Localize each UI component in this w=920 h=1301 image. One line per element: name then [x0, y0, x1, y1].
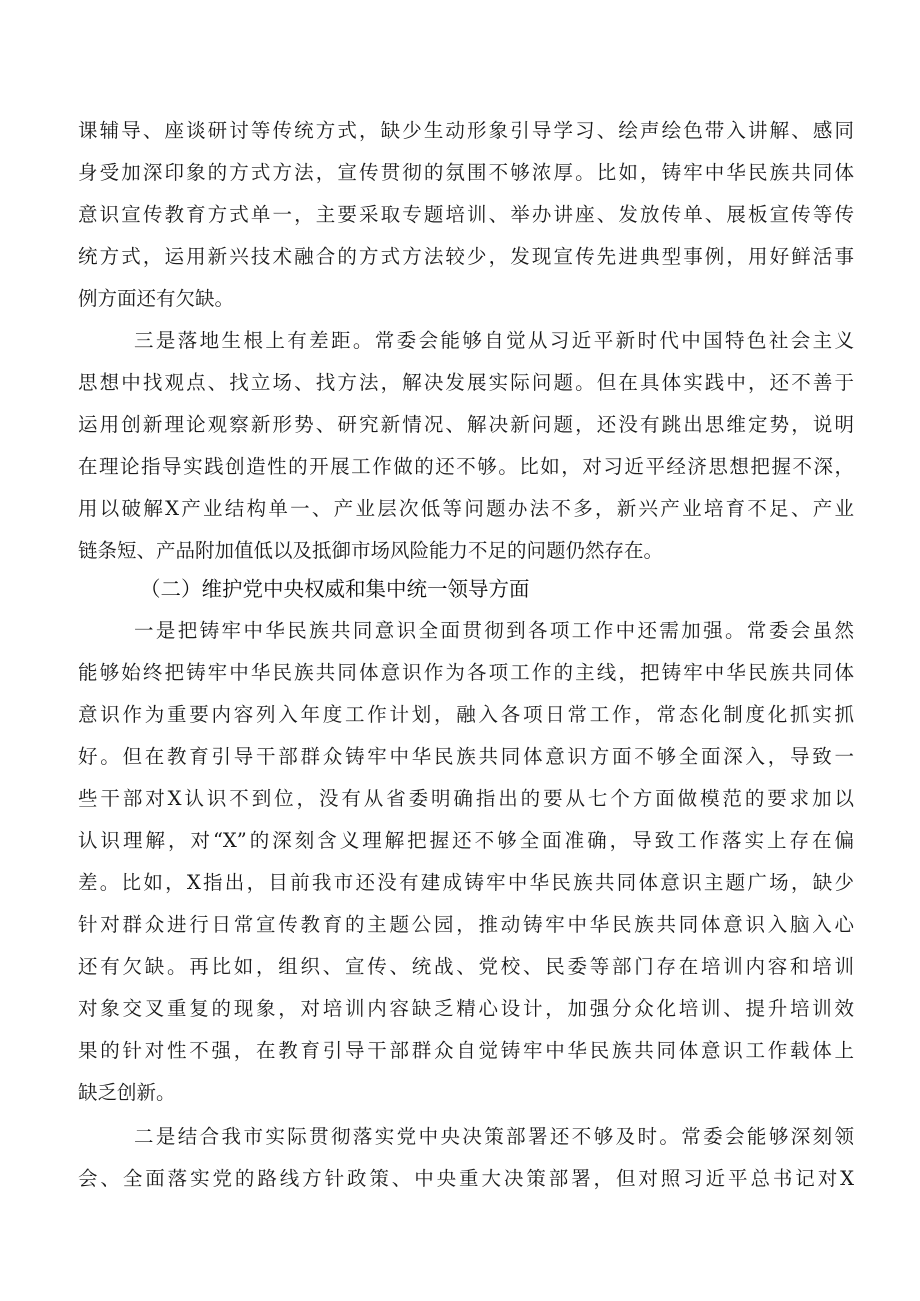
- paragraph-line: 缺乏创新。: [78, 1081, 176, 1104]
- paragraph-line: 认识理解，对“X”的深刻含义理解把握还不够全面准确，导致工作落实上存在偏: [78, 829, 854, 852]
- paragraph-line: 一是把铸牢中华民族共同意识全面贯彻到各项工作中还需加强。常委会虽然: [134, 619, 854, 642]
- paragraph-line: 些干部对X认识不到位，没有从省委明确指出的要从七个方面做模范的要求加以: [78, 787, 854, 810]
- paragraph-line: 思想中找观点、找立场、找方法，解决发展实际问题。但在具体实践中，还不善于: [78, 371, 854, 394]
- paragraph-line: 在理论指导实践创造性的开展工作做的还不够。比如，对习近平经济思想把握不深，: [78, 455, 854, 478]
- paragraph-line: 意识宣传教育方式单一，主要采取专题培训、举办讲座、发放传单、展板宣传等传: [78, 203, 854, 226]
- paragraph-line: 三是落地生根上有差距。常委会能够自觉从习近平新时代中国特色社会主义: [134, 329, 854, 352]
- paragraph-line: 好。但在教育引导干部群众铸牢中华民族共同体意识方面不够全面深入，导致一: [78, 745, 854, 768]
- paragraph-line: 意识作为重要内容列入年度工作计划，融入各项日常工作，常态化制度化抓实抓: [78, 703, 854, 726]
- paragraph-line: 身受加深印象的方式方法，宣传贯彻的氛围不够浓厚。比如，铸牢中华民族共同体: [78, 161, 854, 184]
- paragraph-line: 差。比如，X指出，目前我市还没有建成铸牢中华民族共同体意识主题广场，缺少: [78, 871, 854, 894]
- paragraph-line: 会、全面落实党的路线方针政策、中央重大决策部署，但对照习近平总书记对X: [78, 1167, 854, 1190]
- paragraph-line: 例方面还有欠缺。: [78, 287, 235, 310]
- paragraph-line: 运用创新理论观察新形势、研究新情况、解决新问题，还没有跳出思维定势，说明: [78, 413, 854, 436]
- paragraph-line: 对象交叉重复的现象，对培训内容缺乏精心设计，加强分众化培训、提升培训效: [78, 997, 854, 1020]
- paragraph-line: 果的针对性不强，在教育引导干部群众自觉铸牢中华民族共同体意识工作载体上: [78, 1039, 854, 1062]
- paragraph-line: 二是结合我市实际贯彻落实党中央决策部署还不够及时。常委会能够深刻领: [134, 1125, 854, 1148]
- paragraph-line: 能够始终把铸牢中华民族共同体意识作为各项工作的主线，把铸牢中华民族共同体: [78, 661, 854, 684]
- paragraph-line: 针对群众进行日常宣传教育的主题公园，推动铸牢中华民族共同体意识入脑入心: [78, 913, 854, 936]
- paragraph-line: 还有欠缺。再比如，组织、宣传、统战、党校、民委等部门存在培训内容和培训: [78, 955, 854, 978]
- paragraph-line: 用以破解X产业结构单一、产业层次低等问题办法不多，新兴产业培育不足、产业: [78, 497, 854, 520]
- paragraph-line: 课辅导、座谈研讨等传统方式，缺少生动形象引导学习、绘声绘色带入讲解、感同: [78, 119, 854, 142]
- paragraph-line: 链条短、产品附加值低以及抵御市场风险能力不足的问题仍然存在。: [78, 539, 664, 562]
- section-heading: （二）维护党中央权威和集中统一领导方面: [140, 577, 530, 601]
- paragraph-line: 统方式，运用新兴技术融合的方式方法较少，发现宣传先进典型事例，用好鲜活事: [78, 245, 854, 268]
